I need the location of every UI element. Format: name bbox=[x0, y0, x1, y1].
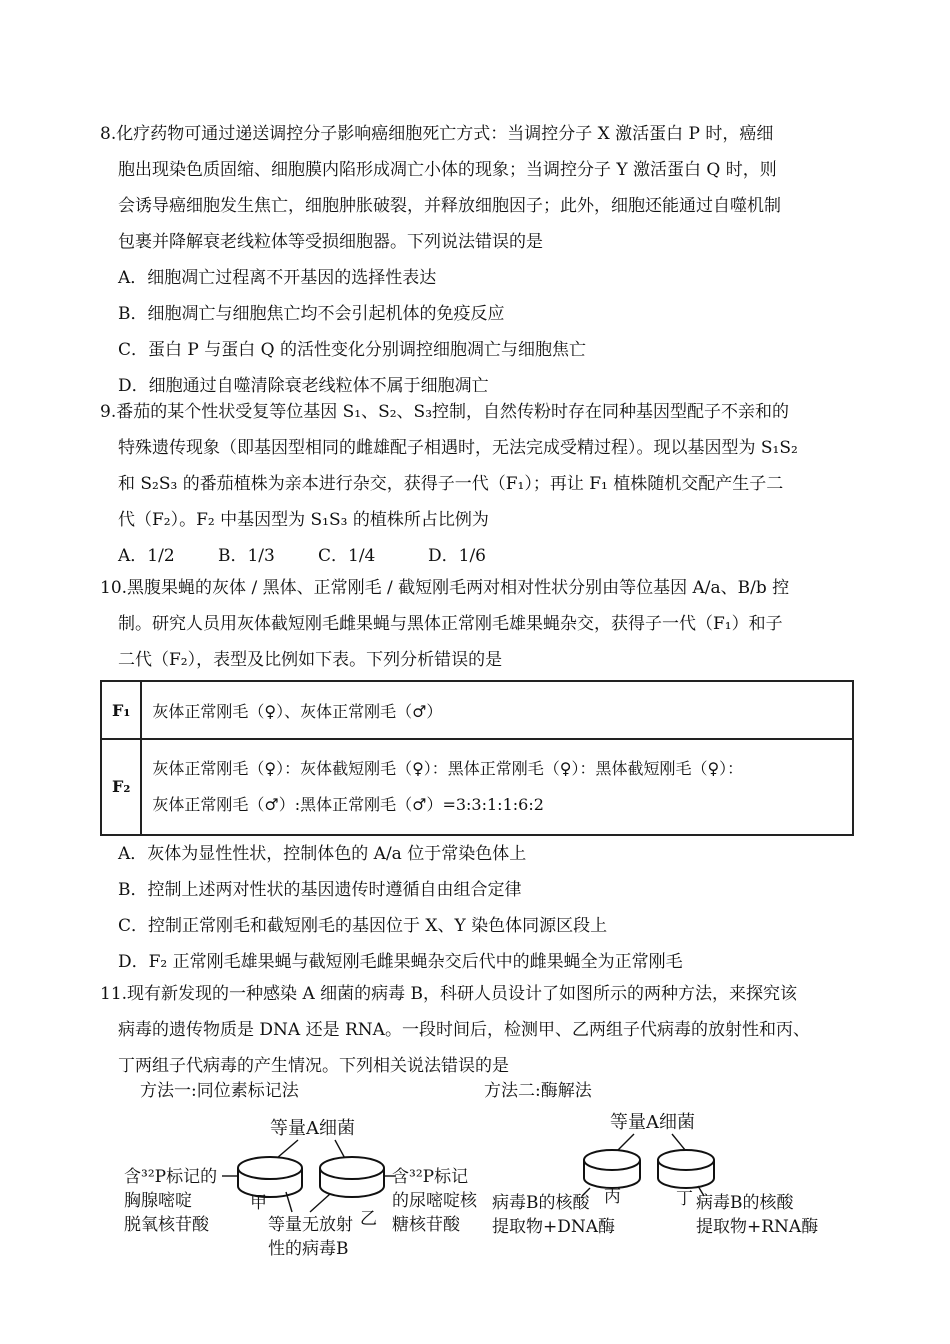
ding-label-line: 提取物+RNA酶 bbox=[696, 1217, 819, 1237]
q10-option-d[interactable]: D．F₂ 正常刚毛雄果蝇与截短刚毛雌果蝇杂交后代中的雌果蝇全为正常刚毛 bbox=[118, 952, 683, 972]
virus-label-line: 等量无放射 bbox=[268, 1215, 353, 1235]
q9-options bbox=[100, 538, 860, 574]
petri-dish-yi-icon bbox=[320, 1157, 384, 1197]
q8-option-b[interactable]: B．细胞凋亡与细胞焦亡均不会引起机体的免疫反应 bbox=[118, 304, 505, 324]
q11-experiment-figure bbox=[120, 1072, 840, 1262]
q8-option-d[interactable]: D．细胞通过自噬清除衰老线粒体不属于细胞凋亡 bbox=[118, 376, 489, 396]
q9-stem-line: 代（F₂）。F₂ 中基因型为 S₁S₃ 的植株所占比例为 bbox=[118, 510, 489, 530]
q10-stem-line: 二代（F₂），表型及比例如下表。下列分析错误的是 bbox=[118, 650, 503, 670]
q11-stem-line: 丁两组子代病毒的产生情况。下列相关说法错误的是 bbox=[118, 1056, 509, 1076]
ding-label-line: 病毒B的核酸 bbox=[696, 1193, 794, 1213]
question-10 bbox=[100, 570, 860, 678]
petri-dish-ding-icon bbox=[658, 1150, 714, 1188]
question-9 bbox=[100, 394, 860, 574]
table-cell-f2-line: 灰体正常刚毛（♀）：灰体截短刚毛（♀）：黑体正常刚毛（♀）：黑体截短刚毛（♀）： bbox=[152, 759, 744, 778]
table-cell-f2 bbox=[141, 739, 853, 835]
table-cell-f1: 灰体正常刚毛（♀）、灰体正常刚毛（♂） bbox=[141, 681, 853, 739]
q8-option-a[interactable]: A．细胞凋亡过程离不开基因的选择性表达 bbox=[118, 268, 437, 288]
q11-stem-line: 11.现有新发现的一种感染 A 细菌的病毒 B，科研人员设计了如图所示的两种方法，来探究该 bbox=[100, 984, 798, 1004]
q8-option-c[interactable]: C．蛋白 P 与蛋白 Q 的活性变化分别调控细胞凋亡与细胞焦亡 bbox=[118, 340, 586, 360]
q10-stem-line: 10.黑腹果蝇的灰体 / 黑体、正常刚毛 / 截短刚毛两对相对性状分别由等位基因 A/a、B/b 控 bbox=[100, 578, 790, 598]
left-label-line: 胸腺嘧啶 bbox=[124, 1191, 192, 1211]
q8-stem-line: 8.化疗药物可通过递送调控分子影响癌细胞死亡方式：当调控分子 X 激活蛋白 P 时，癌细 bbox=[100, 124, 774, 144]
q9-stem-line: 9.番茄的某个性状受复等位基因 S₁、S₂、S₃控制，自然传粉时存在同种基因型配子不亲和的 bbox=[100, 402, 790, 422]
q9-option-d[interactable]: D．1/6 bbox=[428, 546, 486, 566]
group-label-ding: 丁 bbox=[676, 1189, 693, 1209]
q8-stem-line: 胞出现染色质固缩、细胞膜内陷形成凋亡小体的现象；当调控分子 Y 激活蛋白 Q 时，则 bbox=[118, 160, 777, 180]
pointer-line bbox=[310, 1194, 330, 1212]
left-label-line: 含³²P标记的 bbox=[124, 1167, 218, 1187]
bing-label-line: 提取物+DNA酶 bbox=[492, 1217, 616, 1237]
q10-phenotype-table bbox=[100, 680, 854, 836]
question-8 bbox=[100, 116, 860, 404]
table-header-f1: F₁ bbox=[101, 681, 141, 739]
q9-option-b[interactable]: B．1/3 bbox=[218, 546, 275, 566]
table-row-f2 bbox=[101, 739, 853, 835]
table-header-f2: F₂ bbox=[101, 739, 141, 835]
table-row-f1 bbox=[101, 681, 853, 739]
question-10-options bbox=[100, 836, 860, 980]
method2-title: 方法二:酶解法 bbox=[484, 1081, 592, 1101]
petri-dish-bing-icon bbox=[584, 1150, 640, 1188]
q10-option-a[interactable]: A．灰体为显性性状，控制体色的 A/a 位于常染色体上 bbox=[118, 844, 527, 864]
q10-option-c[interactable]: C．控制正常刚毛和截短刚毛的基因位于 X、Y 染色体同源区段上 bbox=[118, 916, 608, 936]
q9-option-a[interactable]: A．1/2 bbox=[118, 546, 175, 566]
q11-stem-line: 病毒的遗传物质是 DNA 还是 RNA。一段时间后，检测甲、乙两组子代病毒的放射性和丙、 bbox=[118, 1020, 810, 1040]
group-label-bing: 丙 bbox=[604, 1187, 621, 1207]
q8-stem-line: 会诱导癌细胞发生焦亡，细胞肿胀破裂，并释放细胞因子；此外，细胞还能通过自噬机制 bbox=[118, 196, 781, 216]
q8-stem-line: 包裹并降解衰老线粒体等受损细胞器。下列说法错误的是 bbox=[118, 232, 543, 252]
group-label-yi: 乙 bbox=[360, 1209, 377, 1229]
method1-title: 方法一:同位素标记法 bbox=[140, 1081, 299, 1101]
bacteria-label-1: 等量A细菌 bbox=[270, 1118, 355, 1139]
right-label-line: 含³²P标记 bbox=[392, 1167, 469, 1187]
question-11 bbox=[100, 976, 860, 1084]
right-label-line: 的尿嘧啶核 bbox=[392, 1191, 477, 1211]
bing-label-line: 病毒B的核酸 bbox=[492, 1193, 590, 1213]
bacteria-label-2: 等量A细菌 bbox=[610, 1112, 695, 1133]
table-cell-f2-line: 灰体正常刚毛（♂）:黑体正常刚毛（♂）=3:3:1:1:6:2 bbox=[152, 795, 544, 814]
group-label-jia: 甲 bbox=[250, 1193, 267, 1213]
q9-stem-line: 特殊遗传现象（即基因型相同的雌雄配子相遇时，无法完成受精过程）。现以基因型为 S₁S₂ bbox=[118, 438, 798, 458]
q10-option-b[interactable]: B．控制上述两对性状的基因遗传时遵循自由组合定律 bbox=[118, 880, 522, 900]
virus-label-line: 性的病毒B bbox=[268, 1239, 349, 1259]
q9-option-c[interactable]: C．1/4 bbox=[318, 546, 376, 566]
q9-stem-line: 和 S₂S₃ 的番茄植株为亲本进行杂交，获得子一代（F₁）；再让 F₁ 植株随机交配产生子二 bbox=[118, 474, 784, 494]
left-label-line: 脱氧核苷酸 bbox=[124, 1215, 209, 1235]
right-label-line: 糖核苷酸 bbox=[392, 1215, 460, 1235]
petri-dish-jia-icon bbox=[238, 1157, 302, 1197]
q10-stem-line: 制。研究人员用灰体截短刚毛雌果蝇与黑体正常刚毛雄果蝇杂交，获得子一代（F₁）和子 bbox=[118, 614, 783, 634]
